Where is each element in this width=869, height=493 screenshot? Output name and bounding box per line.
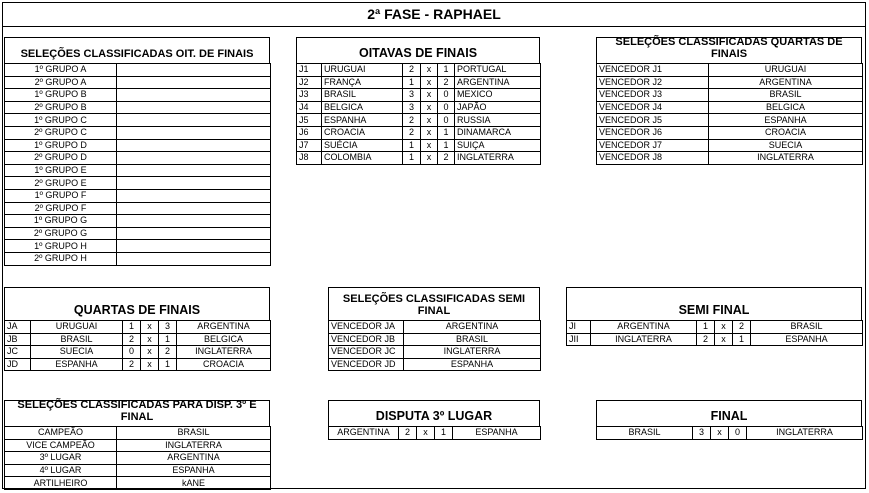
- classificadas-quartas-value: URUGUAI: [709, 64, 863, 77]
- oitavas-home-score: 3: [403, 89, 421, 102]
- classificadas-quartas-value: SUECIA: [709, 139, 863, 152]
- classificadas-final-header: SELEÇÕES CLASSIFICADAS PARA DISP. 3º E FINAL: [4, 400, 270, 426]
- quartas-away-score: 2: [159, 346, 177, 359]
- oitavas-match-id: J6: [297, 126, 322, 139]
- classificadas-quartas-value: CROACIA: [709, 126, 863, 139]
- classificadas-semi-value: INGLATERRA: [404, 346, 541, 359]
- oitavas-away-team: JAPÃO: [455, 101, 541, 114]
- terceiro-block: [328, 400, 541, 440]
- classificadas-oitavas-row: [5, 64, 271, 77]
- quartas-home-score: 2: [123, 333, 141, 346]
- classificadas-final-value: INGLATERRA: [117, 439, 271, 452]
- oitavas-match-id: J2: [297, 76, 322, 89]
- final-table: [596, 426, 863, 440]
- quartas-header: QUARTAS DE FINAIS: [4, 287, 270, 320]
- classificadas-quartas-value: ARGENTINA: [709, 76, 863, 89]
- semi-block: [566, 287, 863, 346]
- quartas-versus: x: [141, 321, 159, 334]
- terceiro-away-score: 1: [435, 427, 453, 440]
- classificadas-oitavas-value: [117, 152, 271, 165]
- quartas-table: [4, 320, 271, 371]
- quartas-away-score: 1: [159, 358, 177, 371]
- terceiro-match-row: [329, 427, 541, 440]
- quartas-match-row: [5, 346, 271, 359]
- oitavas-home-score: 2: [403, 64, 421, 77]
- classificadas-oitavas-row: [5, 252, 271, 265]
- classificadas-quartas-row: [597, 76, 863, 89]
- oitavas-home-team: SUÉCIA: [322, 139, 403, 152]
- classificadas-semi-label: VENCEDOR JB: [329, 333, 404, 346]
- semi-table: [566, 320, 863, 346]
- oitavas-home-team: FRANÇA: [322, 76, 403, 89]
- classificadas-oitavas-label: 1º GRUPO E: [5, 164, 117, 177]
- classificadas-oitavas-block: [4, 37, 271, 266]
- oitavas-match-id: J8: [297, 152, 322, 165]
- classificadas-oitavas-row: [5, 139, 271, 152]
- semi-versus: x: [715, 321, 733, 334]
- classificadas-quartas-table: [596, 63, 863, 165]
- oitavas-away-score: 2: [438, 152, 455, 165]
- classificadas-quartas-row: [597, 152, 863, 165]
- classificadas-semi-label: VENCEDOR JA: [329, 321, 404, 334]
- classificadas-quartas-row: [597, 101, 863, 114]
- classificadas-final-label: 4º LUGAR: [5, 464, 117, 477]
- quartas-away-team: ARGENTINA: [177, 321, 271, 334]
- classificadas-oitavas-label: 2º GRUPO D: [5, 152, 117, 165]
- semi-match-row: [567, 321, 863, 334]
- classificadas-quartas-label: VENCEDOR J8: [597, 152, 709, 165]
- oitavas-away-team: RUSSIA: [455, 114, 541, 127]
- quartas-block: [4, 287, 271, 371]
- quartas-away-score: 3: [159, 321, 177, 334]
- oitavas-away-team: ARGENTINA: [455, 76, 541, 89]
- classificadas-quartas-label: VENCEDOR J6: [597, 126, 709, 139]
- classificadas-oitavas-value: [117, 101, 271, 114]
- classificadas-oitavas-value: [117, 139, 271, 152]
- quartas-match-id: JC: [5, 346, 31, 359]
- classificadas-quartas-label: VENCEDOR J4: [597, 101, 709, 114]
- classificadas-final-row: [5, 464, 271, 477]
- classificadas-final-label: VICE CAMPEÃO: [5, 439, 117, 452]
- classificadas-oitavas-row: [5, 114, 271, 127]
- classificadas-oitavas-row: [5, 164, 271, 177]
- classificadas-oitavas-table: [4, 63, 271, 266]
- semi-match-row: [567, 333, 863, 346]
- quartas-home-team: BRASIL: [31, 333, 123, 346]
- oitavas-match-row: [297, 152, 541, 165]
- classificadas-quartas-row: [597, 126, 863, 139]
- classificadas-oitavas-value: [117, 189, 271, 202]
- classificadas-semi-value: BRASIL: [404, 333, 541, 346]
- oitavas-home-team: CROACIA: [322, 126, 403, 139]
- final-home: BRASIL: [597, 427, 693, 440]
- classificadas-oitavas-row: [5, 126, 271, 139]
- semi-home-score: 2: [697, 333, 715, 346]
- oitavas-match-row: [297, 89, 541, 102]
- quartas-home-team: URUGUAI: [31, 321, 123, 334]
- classificadas-semi-row: [329, 321, 541, 334]
- classificadas-quartas-value: ESPANHA: [709, 114, 863, 127]
- final-block: [596, 400, 863, 440]
- oitavas-match-id: J3: [297, 89, 322, 102]
- classificadas-oitavas-row: [5, 177, 271, 190]
- oitavas-match-row: [297, 139, 541, 152]
- oitavas-header: OITAVAS DE FINAIS: [296, 37, 540, 63]
- final-away: INGLATERRA: [747, 427, 863, 440]
- classificadas-quartas-label: VENCEDOR J2: [597, 76, 709, 89]
- classificadas-oitavas-label: 1º GRUPO C: [5, 114, 117, 127]
- classificadas-quartas-value: BRASIL: [709, 89, 863, 102]
- classificadas-final-row: [5, 427, 271, 440]
- oitavas-away-team: PORTUGAL: [455, 64, 541, 77]
- oitavas-away-score: 1: [438, 64, 455, 77]
- semi-home-score: 1: [697, 321, 715, 334]
- classificadas-quartas-row: [597, 64, 863, 77]
- classificadas-quartas-label: VENCEDOR J1: [597, 64, 709, 77]
- semi-away-score: 2: [733, 321, 751, 334]
- classificadas-quartas-label: VENCEDOR J3: [597, 89, 709, 102]
- classificadas-oitavas-label: 2º GRUPO E: [5, 177, 117, 190]
- classificadas-final-label: ARTILHEIRO: [5, 477, 117, 490]
- classificadas-quartas-label: VENCEDOR J7: [597, 139, 709, 152]
- classificadas-semi-table: [328, 320, 541, 371]
- semi-versus: x: [715, 333, 733, 346]
- semi-away-team: BRASIL: [751, 321, 863, 334]
- oitavas-home-score: 1: [403, 76, 421, 89]
- classificadas-oitavas-header: SELEÇÕES CLASSIFICADAS OIT. DE FINAIS: [4, 37, 270, 63]
- oitavas-table: [296, 63, 541, 165]
- classificadas-semi-value: ESPANHA: [404, 358, 541, 371]
- classificadas-oitavas-value: [117, 215, 271, 228]
- classificadas-oitavas-value: [117, 89, 271, 102]
- classificadas-oitavas-label: 1º GRUPO H: [5, 240, 117, 253]
- quartas-home-team: SUECIA: [31, 346, 123, 359]
- oitavas-home-team: URUGUAI: [322, 64, 403, 77]
- classificadas-oitavas-row: [5, 152, 271, 165]
- classificadas-final-label: 3º LUGAR: [5, 452, 117, 465]
- oitavas-away-score: 2: [438, 76, 455, 89]
- terceiro-home-score: 2: [399, 427, 417, 440]
- oitavas-match-row: [297, 114, 541, 127]
- terceiro-table: [328, 426, 541, 440]
- oitavas-away-score: 1: [438, 139, 455, 152]
- classificadas-final-value: kANE: [117, 477, 271, 490]
- quartas-versus: x: [141, 333, 159, 346]
- terceiro-home: ARGENTINA: [329, 427, 399, 440]
- quartas-away-team: CROACIA: [177, 358, 271, 371]
- classificadas-oitavas-row: [5, 89, 271, 102]
- oitavas-match-row: [297, 126, 541, 139]
- oitavas-versus: x: [421, 126, 438, 139]
- oitavas-match-row: [297, 64, 541, 77]
- classificadas-oitavas-label: 2º GRUPO H: [5, 252, 117, 265]
- oitavas-match-id: J1: [297, 64, 322, 77]
- classificadas-final-value: BRASIL: [117, 427, 271, 440]
- classificadas-oitavas-value: [117, 202, 271, 215]
- final-match-row: [597, 427, 863, 440]
- oitavas-block: [296, 37, 541, 165]
- oitavas-match-id: J5: [297, 114, 322, 127]
- quartas-match-id: JD: [5, 358, 31, 371]
- quartas-home-score: 0: [123, 346, 141, 359]
- classificadas-semi-row: [329, 358, 541, 371]
- oitavas-away-team: DINAMARCA: [455, 126, 541, 139]
- quartas-away-team: INGLATERRA: [177, 346, 271, 359]
- oitavas-match-id: J4: [297, 101, 322, 114]
- oitavas-away-score: 1: [438, 126, 455, 139]
- quartas-home-score: 1: [123, 321, 141, 334]
- oitavas-home-score: 1: [403, 139, 421, 152]
- oitavas-away-score: 0: [438, 114, 455, 127]
- quartas-match-row: [5, 333, 271, 346]
- classificadas-semi-row: [329, 346, 541, 359]
- oitavas-away-score: 0: [438, 101, 455, 114]
- oitavas-match-row: [297, 101, 541, 114]
- oitavas-home-score: 3: [403, 101, 421, 114]
- oitavas-home-team: BRASIL: [322, 89, 403, 102]
- quartas-match-row: [5, 321, 271, 334]
- classificadas-quartas-value: INGLATERRA: [709, 152, 863, 165]
- oitavas-home-score: 1: [403, 152, 421, 165]
- classificadas-oitavas-row: [5, 76, 271, 89]
- classificadas-final-row: [5, 477, 271, 490]
- quartas-versus: x: [141, 358, 159, 371]
- classificadas-oitavas-label: 2º GRUPO F: [5, 202, 117, 215]
- semi-header: SEMI FINAL: [566, 287, 862, 320]
- classificadas-oitavas-label: 2º GRUPO C: [5, 126, 117, 139]
- classificadas-oitavas-label: 2º GRUPO B: [5, 101, 117, 114]
- final-away-score: 0: [729, 427, 747, 440]
- classificadas-oitavas-row: [5, 189, 271, 202]
- final-header: FINAL: [596, 400, 862, 426]
- quartas-home-score: 2: [123, 358, 141, 371]
- classificadas-oitavas-value: [117, 240, 271, 253]
- oitavas-home-score: 2: [403, 126, 421, 139]
- classificadas-quartas-block: [596, 37, 863, 165]
- classificadas-semi-block: [328, 287, 541, 371]
- semi-away-team: ESPANHA: [751, 333, 863, 346]
- oitavas-versus: x: [421, 101, 438, 114]
- classificadas-oitavas-label: 1º GRUPO G: [5, 215, 117, 228]
- classificadas-oitavas-label: 1º GRUPO A: [5, 64, 117, 77]
- semi-away-score: 1: [733, 333, 751, 346]
- classificadas-oitavas-value: [117, 64, 271, 77]
- semi-match-id: JI: [567, 321, 591, 334]
- classificadas-quartas-label: VENCEDOR J5: [597, 114, 709, 127]
- oitavas-home-team: ESPANHA: [322, 114, 403, 127]
- quartas-versus: x: [141, 346, 159, 359]
- oitavas-home-score: 2: [403, 114, 421, 127]
- oitavas-versus: x: [421, 152, 438, 165]
- classificadas-oitavas-label: 1º GRUPO F: [5, 189, 117, 202]
- classificadas-semi-header: SELEÇÕES CLASSIFICADAS SEMI FINAL: [328, 287, 540, 320]
- semi-home-team: ARGENTINA: [591, 321, 697, 334]
- classificadas-semi-value: ARGENTINA: [404, 321, 541, 334]
- classificadas-oitavas-label: 2º GRUPO A: [5, 76, 117, 89]
- classificadas-oitavas-row: [5, 202, 271, 215]
- classificadas-oitavas-label: 1º GRUPO D: [5, 139, 117, 152]
- classificadas-oitavas-value: [117, 164, 271, 177]
- classificadas-oitavas-label: 1º GRUPO B: [5, 89, 117, 102]
- classificadas-semi-label: VENCEDOR JC: [329, 346, 404, 359]
- oitavas-versus: x: [421, 114, 438, 127]
- quartas-match-row: [5, 358, 271, 371]
- terceiro-header: DISPUTA 3º LUGAR: [328, 400, 540, 426]
- classificadas-oitavas-value: [117, 114, 271, 127]
- classificadas-semi-label: VENCEDOR JD: [329, 358, 404, 371]
- semi-match-id: JII: [567, 333, 591, 346]
- oitavas-home-team: BELGICA: [322, 101, 403, 114]
- quartas-match-id: JB: [5, 333, 31, 346]
- classificadas-oitavas-value: [117, 177, 271, 190]
- classificadas-final-value: ARGENTINA: [117, 452, 271, 465]
- classificadas-oitavas-label: 2º GRUPO G: [5, 227, 117, 240]
- classificadas-oitavas-value: [117, 227, 271, 240]
- quartas-away-team: BELGICA: [177, 333, 271, 346]
- classificadas-final-block: [4, 400, 271, 490]
- oitavas-versus: x: [421, 89, 438, 102]
- oitavas-away-score: 0: [438, 89, 455, 102]
- classificadas-semi-row: [329, 333, 541, 346]
- oitavas-versus: x: [421, 64, 438, 77]
- quartas-away-score: 1: [159, 333, 177, 346]
- classificadas-quartas-row: [597, 139, 863, 152]
- oitavas-away-team: SUIÇA: [455, 139, 541, 152]
- oitavas-match-row: [297, 76, 541, 89]
- classificadas-final-value: ESPANHA: [117, 464, 271, 477]
- classificadas-oitavas-row: [5, 215, 271, 228]
- oitavas-versus: x: [421, 139, 438, 152]
- terceiro-away: ESPANHA: [453, 427, 541, 440]
- final-home-score: 3: [693, 427, 711, 440]
- oitavas-versus: x: [421, 76, 438, 89]
- classificadas-final-table: [4, 426, 271, 490]
- classificadas-oitavas-value: [117, 126, 271, 139]
- classificadas-oitavas-row: [5, 240, 271, 253]
- classificadas-oitavas-row: [5, 227, 271, 240]
- classificadas-quartas-header: SELEÇÕES CLASSIFICADAS QUARTAS DE FINAIS: [596, 37, 862, 63]
- terceiro-versus: x: [417, 427, 435, 440]
- page-title: 2ª FASE - RAPHAEL: [2, 2, 866, 27]
- oitavas-away-team: MEXICO: [455, 89, 541, 102]
- classificadas-oitavas-row: [5, 101, 271, 114]
- oitavas-home-team: COLOMBIA: [322, 152, 403, 165]
- classificadas-quartas-row: [597, 114, 863, 127]
- oitavas-match-id: J7: [297, 139, 322, 152]
- classificadas-oitavas-value: [117, 252, 271, 265]
- classificadas-oitavas-value: [117, 76, 271, 89]
- classificadas-final-row: [5, 439, 271, 452]
- final-versus: x: [711, 427, 729, 440]
- semi-home-team: INGLATERRA: [591, 333, 697, 346]
- quartas-home-team: ESPANHA: [31, 358, 123, 371]
- classificadas-quartas-value: BELGICA: [709, 101, 863, 114]
- quartas-match-id: JA: [5, 321, 31, 334]
- classificadas-quartas-row: [597, 89, 863, 102]
- classificadas-final-label: CAMPEÃO: [5, 427, 117, 440]
- oitavas-away-team: INGLATERRA: [455, 152, 541, 165]
- classificadas-final-row: [5, 452, 271, 465]
